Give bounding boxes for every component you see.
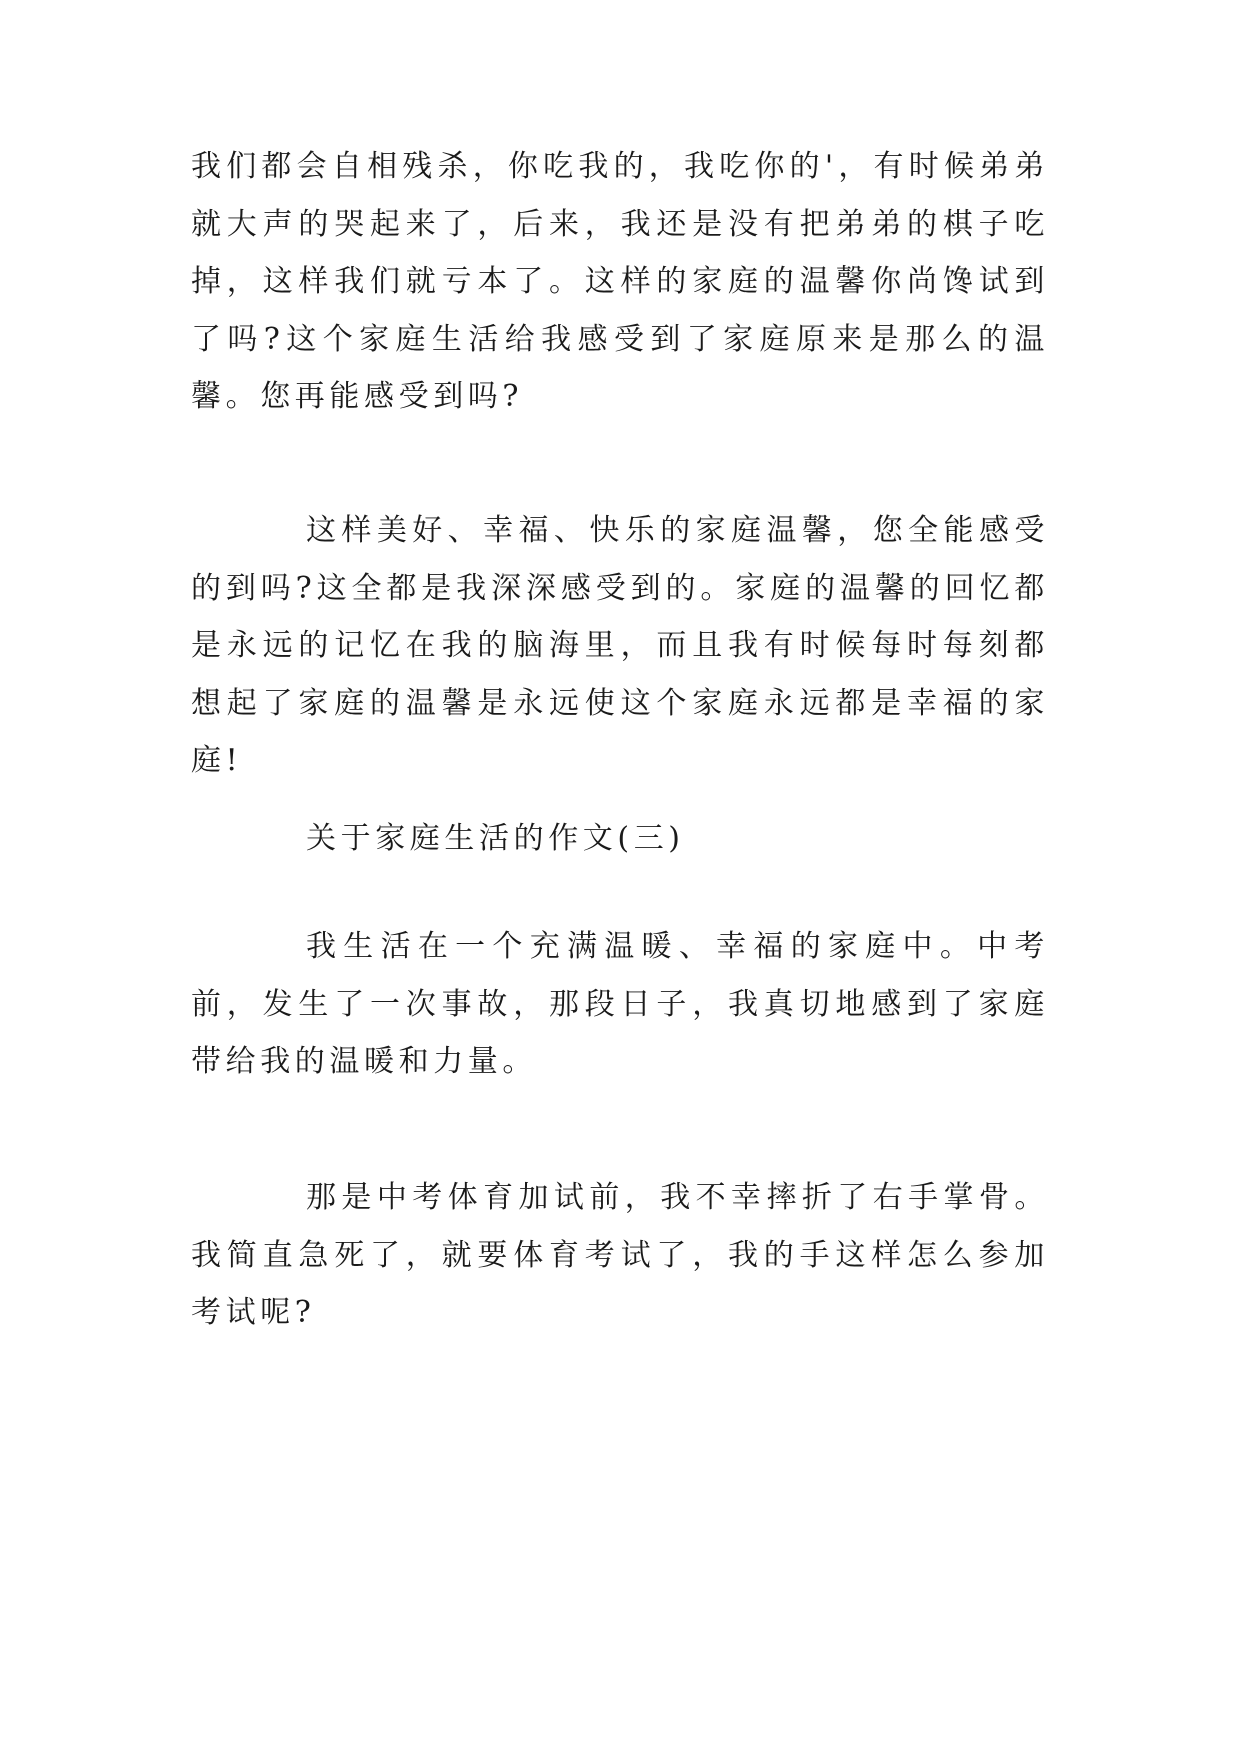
paragraph-injury: 那是中考体育加试前，我不幸摔折了右手掌骨。我简直急死了，就要体育考试了，我的手这样怎么参加考试呢? <box>191 1180 1049 1331</box>
paragraph-intro: 我生活在一个充满温暖、幸福的家庭中。中考前，发生了一次事故，那段日子，我真切地感到了家庭带给我的温暖和力量。 <box>191 929 1049 1080</box>
paragraph-chess-game: 我们都会自相残杀，你吃我的，我吃你的'，有时候弟弟就大声的哭起来了，后来，我还是没有把弟弟的棋子吃掉，这样我们就亏本了。这样的家庭的温馨你尚馋试到了吗?这个家庭生活给我感受到了家庭原来是那么的温馨。您再能感受到吗? <box>191 149 1049 415</box>
section-heading: 关于家庭生活的作文(三) <box>306 821 685 856</box>
paragraph-family-warmth: 这样美好、幸福、快乐的家庭温馨，您全能感受的到吗?这全都是我深深感受到的。家庭的温馨的回忆都是永远的记忆在我的脑海里，而且我有时候每时每刻都想起了家庭的温馨是永远使这个家庭永远都是幸福的家庭! <box>191 513 1049 779</box>
